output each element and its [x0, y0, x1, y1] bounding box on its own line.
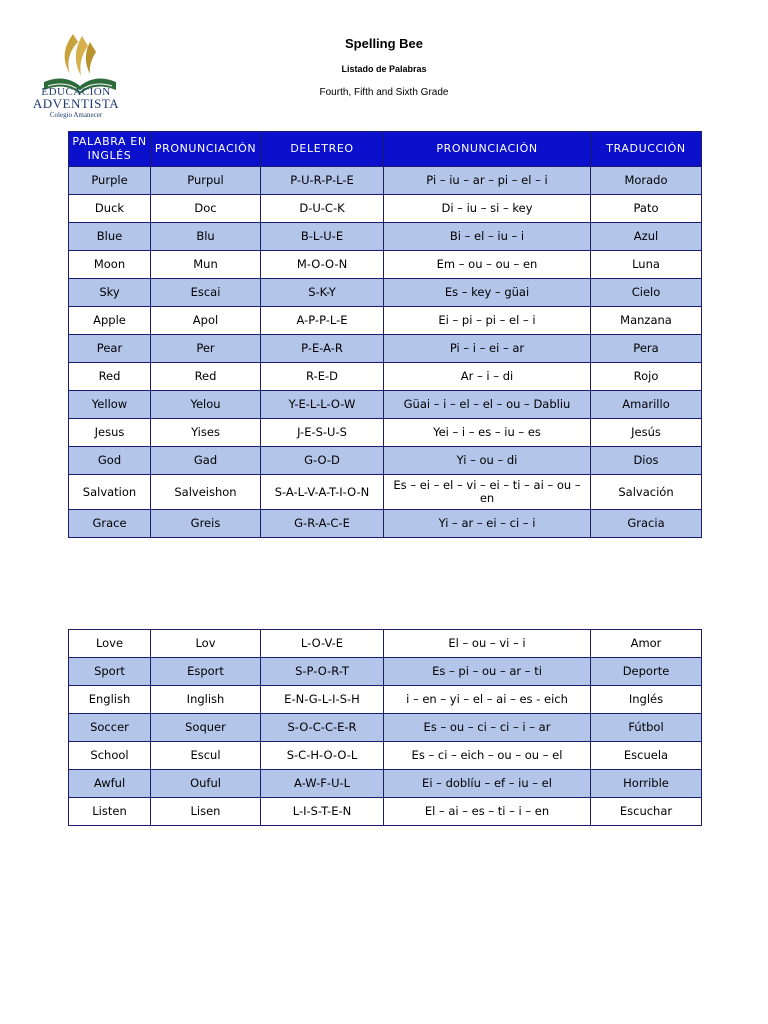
cell-spelling: E-N-G-L-I-S-H — [261, 686, 384, 714]
cell-word: Purple — [69, 167, 151, 195]
cell-word: Blue — [69, 223, 151, 251]
cell-pronunciation: Gad — [151, 447, 261, 475]
cell-letter-pronunciation: El – ai – es – ti – i – en — [384, 798, 591, 826]
cell-spelling: L-O-V-E — [261, 630, 384, 658]
table-header-row — [69, 132, 702, 167]
cell-spelling: L-I-S-T-E-N — [261, 798, 384, 826]
cell-word: Jesus — [69, 419, 151, 447]
cell-pronunciation: Ouful — [151, 770, 261, 798]
cell-letter-pronunciation: Es – pi – ou – ar – ti — [384, 658, 591, 686]
cell-translation: Salvación — [591, 475, 702, 510]
cell-word: Listen — [69, 798, 151, 826]
cell-spelling: S-O-C-C-E-R — [261, 714, 384, 742]
cell-pronunciation: Greis — [151, 510, 261, 538]
table-row — [69, 686, 702, 714]
header-letter-pronunciation: PRONUNCIACIÓN — [384, 132, 591, 167]
cell-word: English — [69, 686, 151, 714]
cell-translation: Gracia — [591, 510, 702, 538]
cell-translation: Cielo — [591, 279, 702, 307]
cell-pronunciation: Esport — [151, 658, 261, 686]
cell-pronunciation: Per — [151, 335, 261, 363]
grade-label: Fourth, Fifth and Sixth Grade — [319, 87, 449, 98]
cell-word: School — [69, 742, 151, 770]
table-row — [69, 195, 702, 223]
cell-spelling: A-W-F-U-L — [261, 770, 384, 798]
cell-word: Yellow — [69, 391, 151, 419]
table-row — [69, 475, 702, 510]
table-row — [69, 510, 702, 538]
cell-spelling: G-R-A-C-E — [261, 510, 384, 538]
table-row — [69, 419, 702, 447]
cell-pronunciation: Salveishon — [151, 475, 261, 510]
cell-translation: Fútbol — [591, 714, 702, 742]
cell-translation: Inglés — [591, 686, 702, 714]
cell-spelling: J-E-S-U-S — [261, 419, 384, 447]
cell-word: Pear — [69, 335, 151, 363]
cell-pronunciation: Purpul — [151, 167, 261, 195]
cell-translation: Rojo — [591, 363, 702, 391]
cell-spelling: D-U-C-K — [261, 195, 384, 223]
cell-translation: Escuchar — [591, 798, 702, 826]
cell-letter-pronunciation: Bi – el – iu – i — [384, 223, 591, 251]
cell-pronunciation: Apol — [151, 307, 261, 335]
cell-translation: Manzana — [591, 307, 702, 335]
cell-pronunciation: Doc — [151, 195, 261, 223]
header-pronunciation: PRONUNCIACIÓN — [151, 132, 261, 167]
cell-translation: Amarillo — [591, 391, 702, 419]
table-row — [69, 223, 702, 251]
cell-letter-pronunciation: Yi – ou – di — [384, 447, 591, 475]
cell-pronunciation: Escai — [151, 279, 261, 307]
cell-letter-pronunciation: Güai – i – el – el – ou – Dabliu — [384, 391, 591, 419]
page-title: Spelling Bee — [344, 36, 424, 51]
cell-spelling: G-O-D — [261, 447, 384, 475]
cell-pronunciation: Yises — [151, 419, 261, 447]
cell-letter-pronunciation: i – en – yi – el – ai – es - eich — [384, 686, 591, 714]
cell-translation: Escuela — [591, 742, 702, 770]
cell-translation: Pera — [591, 335, 702, 363]
cell-letter-pronunciation: Ei – pi – pi – el – i — [384, 307, 591, 335]
cell-word: God — [69, 447, 151, 475]
logo-text-colegio: Colegio Amanecer — [49, 111, 103, 119]
word-table-extra — [68, 629, 702, 826]
cell-letter-pronunciation: Pi – i – ei – ar — [384, 335, 591, 363]
cell-letter-pronunciation: Ei – doblíu – ef – iu – el — [384, 770, 591, 798]
cell-spelling: B-L-U-E — [261, 223, 384, 251]
cell-letter-pronunciation: Es – key – güai — [384, 279, 591, 307]
cell-translation: Morado — [591, 167, 702, 195]
cell-word: Apple — [69, 307, 151, 335]
table-row — [69, 798, 702, 826]
cell-spelling: A-P-P-L-E — [261, 307, 384, 335]
cell-translation: Amor — [591, 630, 702, 658]
cell-spelling: S-A-L-V-A-T-I-O-N — [261, 475, 384, 510]
cell-pronunciation: Lisen — [151, 798, 261, 826]
cell-pronunciation: Soquer — [151, 714, 261, 742]
table-row — [69, 307, 702, 335]
cell-spelling: S-P-O-R-T — [261, 658, 384, 686]
cell-letter-pronunciation: Es – ci – eich – ou – ou – el — [384, 742, 591, 770]
cell-pronunciation: Inglish — [151, 686, 261, 714]
cell-spelling: P-E-A-R — [261, 335, 384, 363]
cell-word: Grace — [69, 510, 151, 538]
cell-word: Sport — [69, 658, 151, 686]
table-row — [69, 167, 702, 195]
cell-word: Sky — [69, 279, 151, 307]
cell-translation: Azul — [591, 223, 702, 251]
table-row — [69, 658, 702, 686]
cell-letter-pronunciation: Pi – iu – ar – pi – el – i — [384, 167, 591, 195]
page-subtitle: Listado de Palabras — [341, 64, 427, 74]
cell-spelling: R-E-D — [261, 363, 384, 391]
cell-letter-pronunciation: Es – ei – el – vi – ei – ti – ai – ou – en — [384, 475, 591, 510]
table-row — [69, 363, 702, 391]
logo-text-adventista: ADVENTISTA — [32, 96, 120, 111]
logo-text-educacion: EDUCACIÓN — [41, 86, 111, 98]
cell-pronunciation: Yelou — [151, 391, 261, 419]
table-row — [69, 251, 702, 279]
cell-pronunciation: Mun — [151, 251, 261, 279]
table-row — [69, 742, 702, 770]
cell-letter-pronunciation: Ar – i – di — [384, 363, 591, 391]
cell-pronunciation: Lov — [151, 630, 261, 658]
cell-pronunciation: Escul — [151, 742, 261, 770]
cell-word: Duck — [69, 195, 151, 223]
cell-word: Moon — [69, 251, 151, 279]
cell-word: Awful — [69, 770, 151, 798]
cell-translation: Deporte — [591, 658, 702, 686]
header-translation: TRADUCCIÓN — [591, 132, 702, 167]
table-row — [69, 391, 702, 419]
word-table-main — [68, 131, 702, 538]
cell-translation: Luna — [591, 251, 702, 279]
cell-letter-pronunciation: Es – ou – ci – ci – i – ar — [384, 714, 591, 742]
table-row — [69, 714, 702, 742]
cell-word: Soccer — [69, 714, 151, 742]
cell-letter-pronunciation: Yi – ar – ei – ci – i — [384, 510, 591, 538]
cell-translation: Pato — [591, 195, 702, 223]
cell-pronunciation: Red — [151, 363, 261, 391]
cell-letter-pronunciation: Em – ou – ou – en — [384, 251, 591, 279]
table-row — [69, 630, 702, 658]
header-english-word: PALABRA EN INGLÉS — [69, 132, 151, 167]
cell-spelling: S-K-Y — [261, 279, 384, 307]
cell-letter-pronunciation: El – ou – vi – i — [384, 630, 591, 658]
table-row — [69, 770, 702, 798]
table-row — [69, 335, 702, 363]
cell-letter-pronunciation: Di – iu – si – key — [384, 195, 591, 223]
cell-word: Love — [69, 630, 151, 658]
header-spelling: DELETREO — [261, 132, 384, 167]
cell-spelling: Y-E-L-L-O-W — [261, 391, 384, 419]
cell-spelling: S-C-H-O-O-L — [261, 742, 384, 770]
cell-pronunciation: Blu — [151, 223, 261, 251]
cell-translation: Horrible — [591, 770, 702, 798]
cell-word: Salvation — [69, 475, 151, 510]
cell-translation: Dios — [591, 447, 702, 475]
cell-word: Red — [69, 363, 151, 391]
table-row — [69, 279, 702, 307]
cell-spelling: M-O-O-N — [261, 251, 384, 279]
cell-translation: Jesús — [591, 419, 702, 447]
cell-letter-pronunciation: Yei – i – es – iu – es — [384, 419, 591, 447]
cell-spelling: P-U-R-P-L-E — [261, 167, 384, 195]
table-row — [69, 447, 702, 475]
